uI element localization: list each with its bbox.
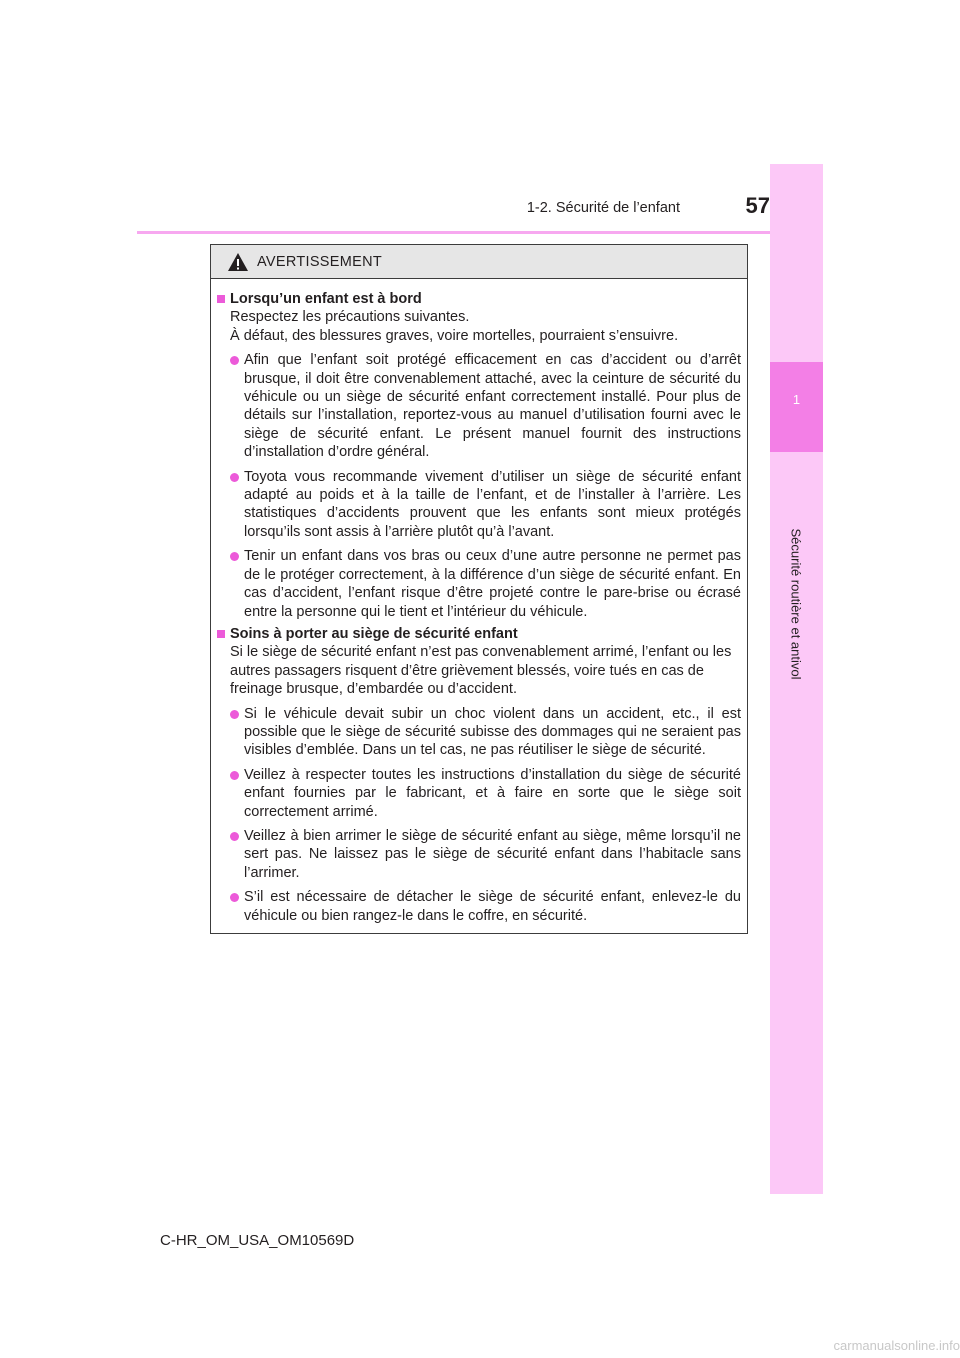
chapter-number-box [770, 362, 823, 452]
chapter-title: Sécurité routière et antivol [788, 528, 804, 680]
bullet-item [217, 468, 741, 542]
bullet-item [217, 766, 741, 821]
chapter-number: 1 [792, 392, 801, 407]
warning-box [210, 244, 748, 934]
page-number: 57 [745, 193, 770, 218]
section-intro-line: Si le siège de sécurité enfant n’est pas convenablement arrimé, l’enfant ou les autres passagers risquent d’être grièvement blessés, voire tués en cas de freinage brusque, d’embardée ou d’accident. [230, 644, 732, 698]
header-rule [137, 231, 823, 234]
section-heading-text: Soins à porter au siège de sécurité enfant [230, 625, 518, 642]
bullet-text: Si le véhicule devait subir un choc violent dans un accident, etc., il est possible que le siège de sécurité subisse des dommages qui ne seraient pas visibles d’emblée. Dans un tel cas, ne pas réutiliser le siège de sécurité. [244, 705, 741, 759]
bullet-item [217, 547, 741, 621]
round-bullet-icon [230, 771, 239, 780]
bullet-item [217, 705, 741, 760]
warning-triangle-icon [227, 252, 249, 272]
bullet-text: Veillez à bien arrimer le siège de sécurité enfant au siège, même lorsqu’il ne sert pas. Ne laissez pas le siège de sécurité enfant dans l’habitacle sans l’arrimer. [244, 827, 741, 881]
bullet-text: Tenir un enfant dans vos bras ou ceux d’une autre personne ne permet pas de le protéger correctement, à la différence d’un siège de sécurité enfant. En cas d’accident, l’enfant risque d’être projeté contre le pare-brise ou écrasé entre la personne qui le tient et l’intérieur du véhicule. [244, 548, 741, 620]
round-bullet-icon [230, 893, 239, 902]
chapter-side-tab [770, 164, 823, 1194]
section-heading [217, 290, 741, 308]
section-heading-text: Lorsqu’un enfant est à bord [230, 291, 422, 307]
section-heading [217, 625, 741, 643]
watermark-link[interactable]: carmanualsonline.info [833, 1338, 960, 1353]
bullet-item [217, 351, 741, 461]
warning-title: AVERTISSEMENT [257, 253, 383, 270]
section-child-seat-care [217, 625, 741, 925]
section-child-on-board [217, 290, 741, 621]
round-bullet-icon [230, 710, 239, 719]
bullet-text: S’il est nécessaire de détacher le siège de sécurité enfant, enlevez-le du véhicule ou bien rangez-le dans le coffre, en sécurité. [244, 889, 741, 924]
document-code: C-HR_OM_USA_OM10569D [160, 1232, 355, 1249]
header-section-title: 1-2. Sécurité de l’enfant [526, 200, 680, 216]
bullet-text: Afin que l’enfant soit protégé efficacement en cas d’accident ou d’arrêt brusque, il doit être convenablement attaché, avec la ceinture de sécurité du véhicule ou un siège de sécurité enfant correctement installé. Pour plus de détails sur l’installation, reportez-vous au manuel d’utilisation fourni avec le siège de sécurité enfant. Le présent manuel fournit des instructions d’installation d’ordre général. [244, 352, 741, 461]
bullet-text: Toyota vous recommande vivement d’utiliser un siège de sécurité enfant adapté au poids et à la taille de l’enfant, et de l’installer à l’arrière. Les statistiques d’accidents prouvent que les enfants sont mieux protégés lorsqu’ils sont assis à l’arrière plutôt qu’à l’avant. [244, 468, 741, 540]
warning-header [211, 245, 747, 279]
round-bullet-icon [230, 552, 239, 561]
section-intro-line: À défaut, des blessures graves, voire mortelles, pourraient s’ensuivre. [230, 327, 679, 344]
bullet-text: Veillez à respecter toutes les instructions d’installation du siège de sécurité enfant fournies par le fabricant, et à faire en sorte que le siège soit correctement arrimé. [244, 766, 741, 820]
bullet-item [217, 827, 741, 882]
round-bullet-icon [230, 356, 239, 365]
square-bullet-icon [217, 295, 225, 303]
round-bullet-icon [230, 473, 239, 482]
round-bullet-icon [230, 832, 239, 841]
section-intro-line: Respectez les précautions suivantes. [230, 309, 470, 326]
bullet-item [217, 888, 741, 925]
square-bullet-icon [217, 630, 225, 638]
warning-body [211, 279, 747, 925]
